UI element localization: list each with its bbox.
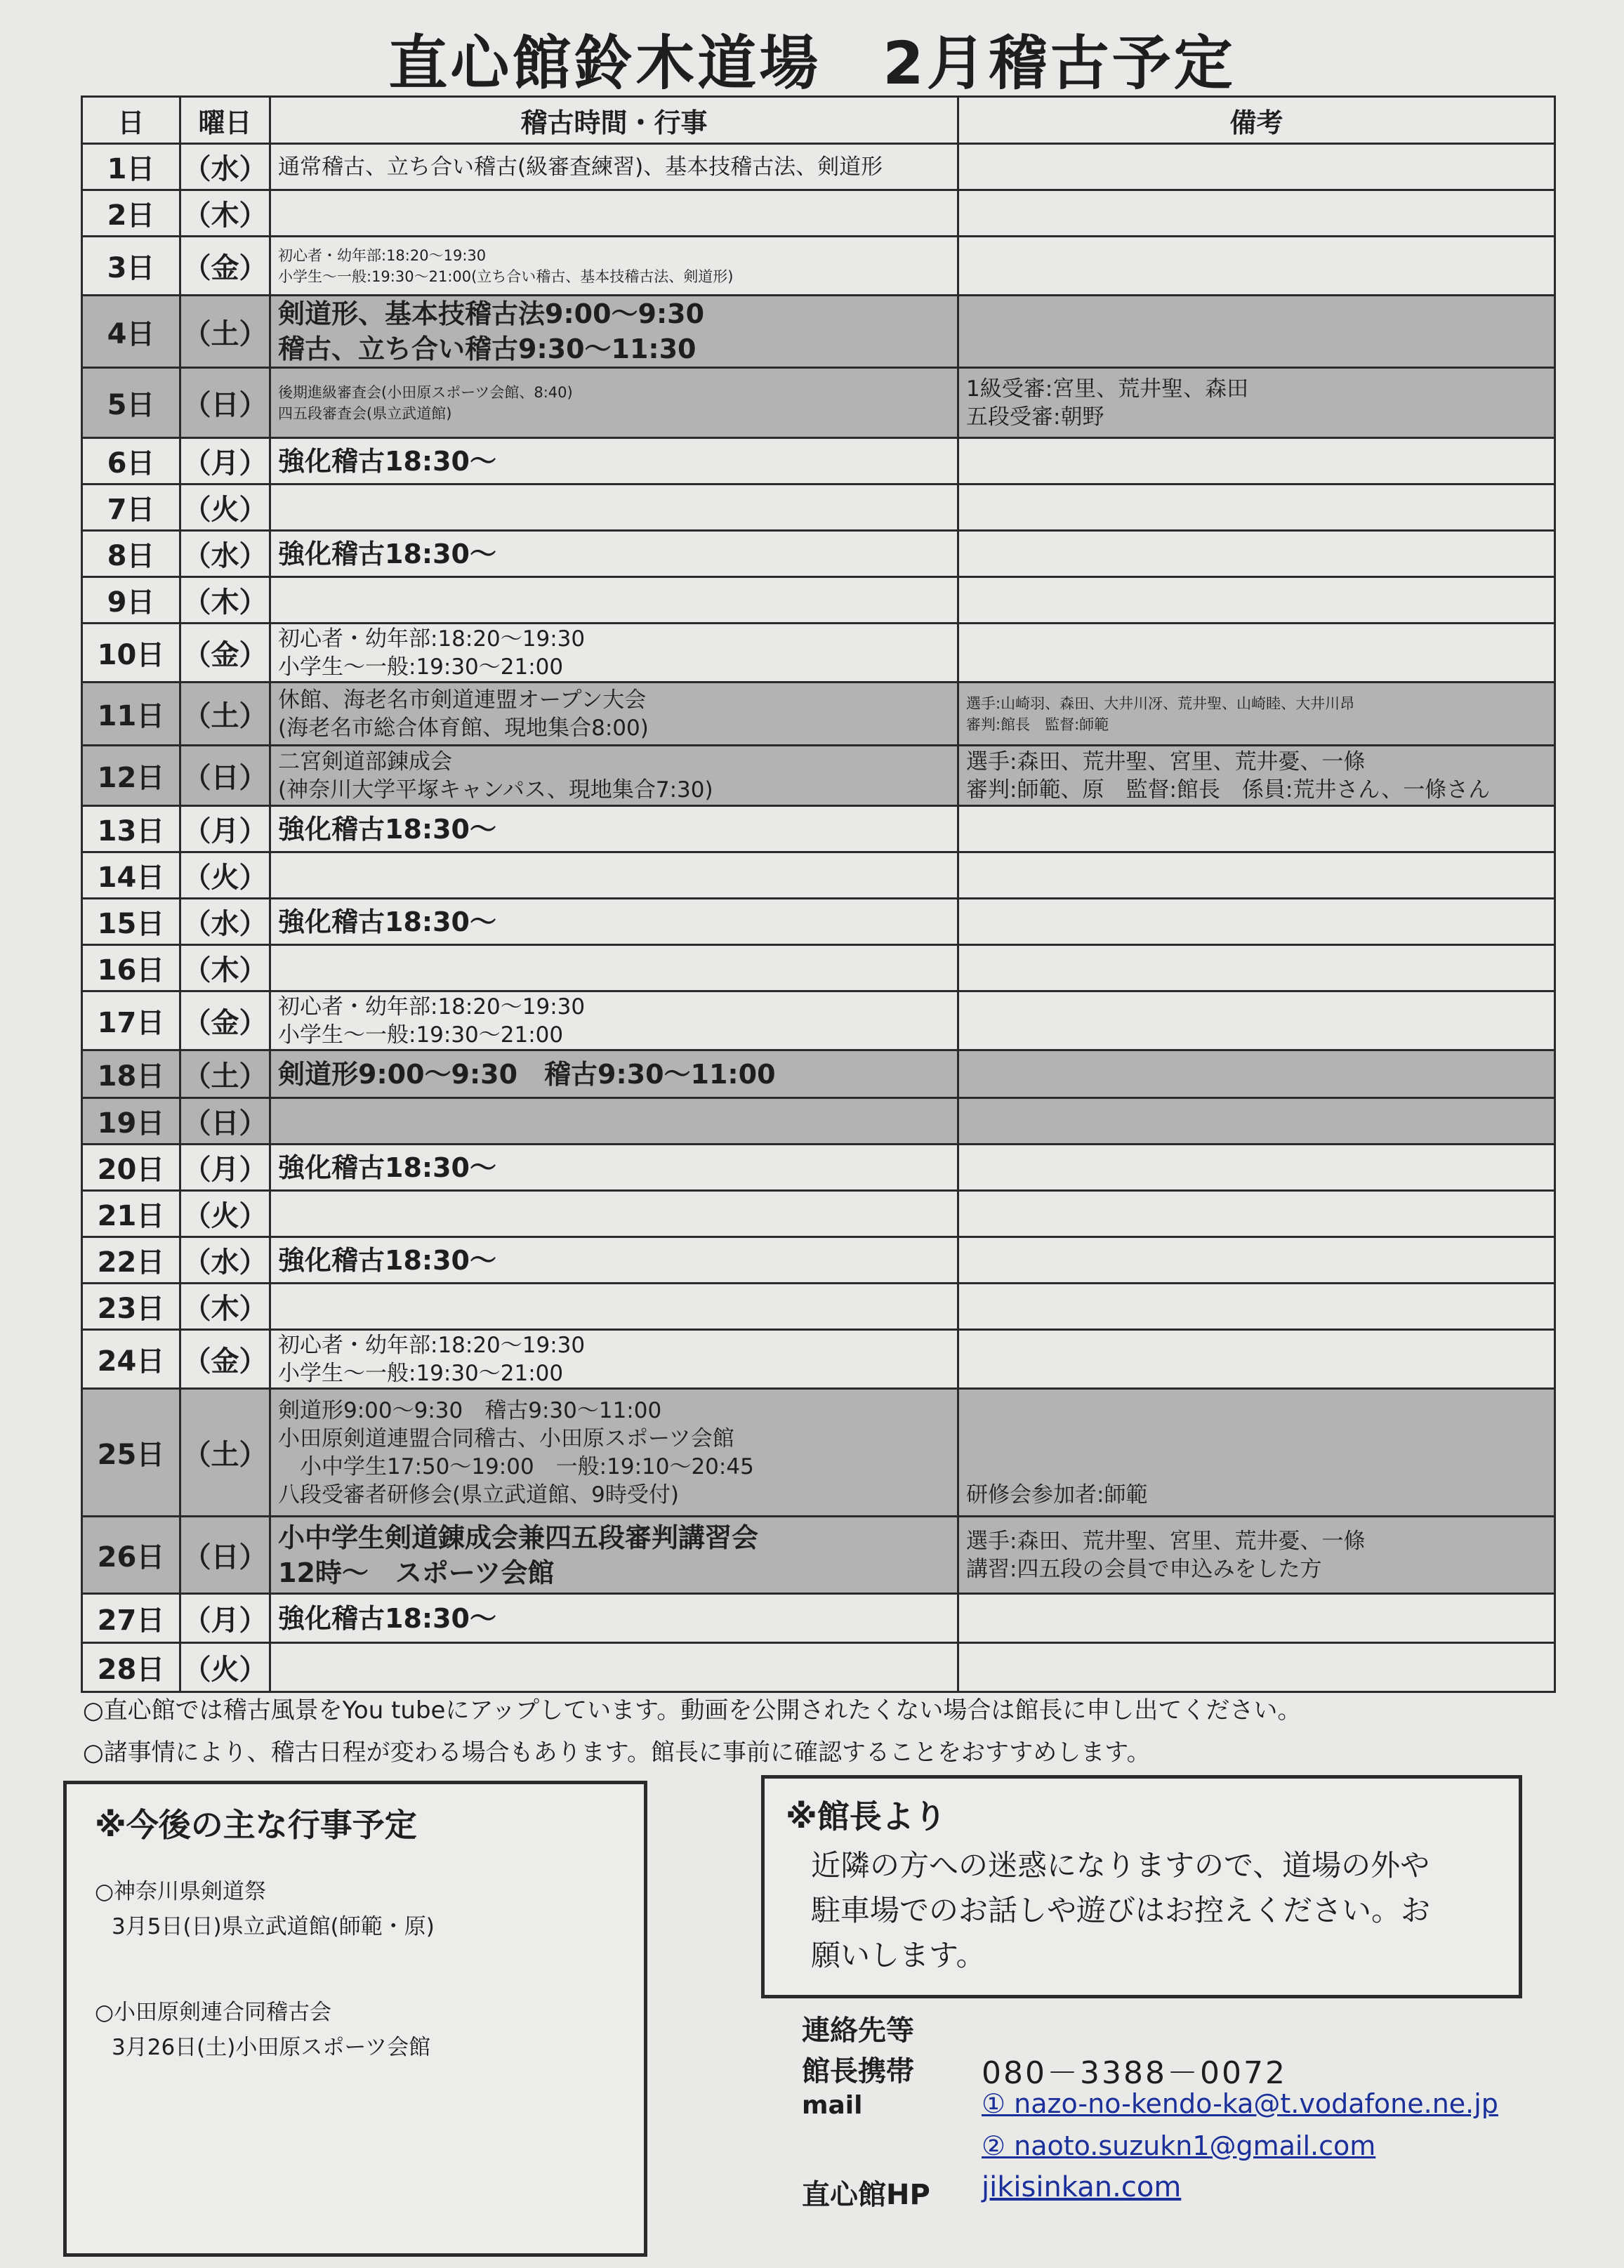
day-cell: 18日 [82,1050,180,1098]
day-cell: 26日 [82,1517,180,1594]
remarks-cell [958,577,1555,624]
weekday-cell: （金） [180,237,270,296]
schedule-cell: 強化稽古18:30～ [270,1237,958,1284]
schedule-cell [270,1284,958,1330]
remarks-cell [958,1050,1555,1098]
table-row [82,144,1555,190]
day-cell: 15日 [82,899,180,945]
remarks-cell [958,484,1555,531]
day-cell: 20日 [82,1145,180,1191]
schedule-cell: 強化稽古18:30～ [270,531,958,577]
table-row [82,746,1555,806]
note-schedule-change: ○諸事情により、稽古日程が変わる場合もあります。館長に事前に確認することをおすすめします。 [83,1739,1151,1767]
table-row [82,1145,1555,1191]
events-box-title: ※今後の主な行事予定 [95,1806,417,1844]
schedule-cell: 強化稽古18:30～ [270,1594,958,1643]
weekday-cell: （土） [180,1389,270,1517]
table-row [82,852,1555,899]
weekday-cell: （金） [180,1330,270,1389]
day-cell: 6日 [82,438,180,484]
day-cell: 9日 [82,577,180,624]
schedule-cell: 休館、海老名市剣道連盟オープン大会 (海老名市総合体育館、現地集合8:00) [270,683,958,746]
table-row [82,806,1555,852]
weekday-cell: （火） [180,1643,270,1692]
note-youtube: ○直心館では稽古風景をYou tubeにアップしています。動画を公開されたくない場合は館長に申し出てください。 [83,1696,1302,1725]
contact-heading: 連絡先等 [802,2015,914,2047]
event-name: ○小田原剣連合同稽古会 [95,2000,332,2025]
phone-number: 080－3388－0072 [982,2055,1287,2091]
mail-link-1[interactable]: ① nazo-no-kendo-ka@t.vodafone.ne.jp [982,2088,1498,2119]
table-row [82,190,1555,237]
weekday-cell: （木） [180,577,270,624]
day-cell: 10日 [82,624,180,683]
remarks-cell [958,531,1555,577]
director-box [761,1775,1522,1998]
director-message-line: 近隣の方への迷惑になりますので、道場の外や [811,1848,1430,1883]
weekday-cell: （火） [180,484,270,531]
schedule-cell: 強化稽古18:30～ [270,1145,958,1191]
table-row [82,1594,1555,1643]
weekday-cell: （金） [180,991,270,1050]
day-cell: 1日 [82,144,180,190]
remarks-cell [958,1098,1555,1145]
schedule-cell: 剣道形9:00～9:30 稽古9:30～11:00 小田原剣道連盟合同稽古、小田原スポーツ会館 小中学生17:50～19:00 一般:19:10～20:45 八段受審者研修会(県立武道館、9時受付) [270,1389,958,1517]
schedule-cell: 初心者・幼年部:18:20～19:30 小学生～一般:19:30～21:00 [270,991,958,1050]
day-cell: 5日 [82,368,180,438]
schedule-cell: 初心者・幼年部:18:20～19:30 小学生～一般:19:30～21:00 [270,624,958,683]
table-header-row [82,97,1555,144]
remarks-cell [958,852,1555,899]
schedule-cell [270,1643,958,1692]
day-cell: 3日 [82,237,180,296]
day-cell: 11日 [82,683,180,746]
table-row [82,577,1555,624]
schedule-cell: 強化稽古18:30～ [270,438,958,484]
weekday-cell: （木） [180,190,270,237]
schedule-cell [270,484,958,531]
schedule-cell: 強化稽古18:30～ [270,899,958,945]
weekday-cell: （土） [180,1050,270,1098]
remarks-cell [958,945,1555,991]
event-detail: 3月26日(土)小田原スポーツ会館 [112,2035,431,2060]
header-weekday: 曜日 [180,97,270,144]
table-row [82,1098,1555,1145]
schedule-cell [270,945,958,991]
table-row [82,484,1555,531]
schedule-cell [270,190,958,237]
day-cell: 7日 [82,484,180,531]
weekday-cell: （日） [180,368,270,438]
schedule-cell: 初心者・幼年部:18:20～19:30 小学生～一般:19:30～21:00(立ち合い稽古、基本技稽古法、剣道形) [270,237,958,296]
weekday-cell: （水） [180,531,270,577]
mail-label: mail [802,2091,863,2120]
schedule-cell: 二宮剣道部錬成会 (神奈川大学平塚キャンパス、現地集合7:30) [270,746,958,806]
table-row [82,624,1555,683]
remarks-cell [958,806,1555,852]
schedule-cell: 通常稽古、立ち合い稽古(級審査練習)、基本技稽古法、剣道形 [270,144,958,190]
day-cell: 27日 [82,1594,180,1643]
weekday-cell: （金） [180,624,270,683]
schedule-cell: 強化稽古18:30～ [270,806,958,852]
remarks-cell [958,1284,1555,1330]
header-day: 日 [82,97,180,144]
event-name: ○神奈川県剣道祭 [95,1879,267,1904]
weekday-cell: （日） [180,746,270,806]
day-cell: 2日 [82,190,180,237]
weekday-cell: （月） [180,806,270,852]
day-cell: 8日 [82,531,180,577]
weekday-cell: （日） [180,1517,270,1594]
table-row [82,945,1555,991]
remarks-cell [958,438,1555,484]
table-row [82,1237,1555,1284]
weekday-cell: （水） [180,899,270,945]
weekday-cell: （木） [180,1284,270,1330]
weekday-cell: （水） [180,1237,270,1284]
day-cell: 23日 [82,1284,180,1330]
schedule-cell: 後期進級審査会(小田原スポーツ会館、8:40) 四五段審査会(県立武道館) [270,368,958,438]
director-message-line: 駐車場でのお話しや遊びはお控えください。お [811,1893,1431,1927]
day-cell: 16日 [82,945,180,991]
day-cell: 24日 [82,1330,180,1389]
weekday-cell: （土） [180,296,270,368]
remarks-cell [958,899,1555,945]
day-cell: 4日 [82,296,180,368]
table-row [82,1050,1555,1098]
schedule-cell: 小中学生剣道錬成会兼四五段審判講習会 12時～ スポーツ会館 [270,1517,958,1594]
remarks-cell [958,1145,1555,1191]
remarks-cell [958,237,1555,296]
page-title: 直心館鈴木道場 2月稽古予定 [388,29,1236,98]
schedule-cell: 初心者・幼年部:18:20～19:30 小学生～一般:19:30～21:00 [270,1330,958,1389]
phone-label: 館長携帯 [802,2055,914,2088]
day-cell: 12日 [82,746,180,806]
mail-link-2[interactable]: ② naoto.suzukn1@gmail.com [982,2130,1376,2161]
weekday-cell: （土） [180,683,270,746]
weekday-cell: （月） [180,1594,270,1643]
day-cell: 17日 [82,991,180,1050]
day-cell: 22日 [82,1237,180,1284]
day-cell: 13日 [82,806,180,852]
remarks-cell [958,144,1555,190]
day-cell: 25日 [82,1389,180,1517]
remarks-cell [958,991,1555,1050]
remarks-cell [958,190,1555,237]
table-row [82,296,1555,368]
remarks-cell: 選手:山崎羽、森田、大井川冴、荒井聖、山崎睦、大井川昂 審判:館長 監督:師範 [958,683,1555,746]
events-box [63,1781,647,2257]
schedule-cell [270,1098,958,1145]
homepage-link[interactable]: jikisinkan.com [982,2171,1182,2203]
schedule-cell: 剣道形、基本技稽古法9:00～9:30 稽古、立ち合い稽古9:30～11:30 [270,296,958,368]
remarks-cell: 研修会参加者:師範 [958,1389,1555,1517]
weekday-cell: （水） [180,144,270,190]
director-message-line: 願いします。 [811,1938,986,1972]
table-row [82,237,1555,296]
schedule-cell [270,852,958,899]
table-row [82,1330,1555,1389]
day-cell: 14日 [82,852,180,899]
weekday-cell: （火） [180,1191,270,1237]
table-row [82,1517,1555,1594]
remarks-cell [958,1330,1555,1389]
table-row [82,438,1555,484]
day-cell: 19日 [82,1098,180,1145]
remarks-cell [958,1643,1555,1692]
schedule-cell [270,1191,958,1237]
weekday-cell: （月） [180,438,270,484]
day-cell: 28日 [82,1643,180,1692]
schedule-cell: 剣道形9:00～9:30 稽古9:30～11:00 [270,1050,958,1098]
remarks-cell [958,624,1555,683]
table-row [82,368,1555,438]
remarks-cell [958,1594,1555,1643]
table-row [82,683,1555,746]
header-remarks: 備考 [958,97,1555,144]
table-row [82,531,1555,577]
table-row [82,899,1555,945]
homepage-label: 直心館HP [802,2179,930,2211]
remarks-cell [958,296,1555,368]
event-detail: 3月5日(日)県立武道館(師範・原) [112,1914,435,1939]
remarks-cell: 選手:森田、荒井聖、宮里、荒井憂、一條 審判:師範、原 監督:館長 係員:荒井さん、一條さん [958,746,1555,806]
weekday-cell: （火） [180,852,270,899]
director-box-title: ※館長より [786,1798,946,1835]
director-message [811,1843,1430,1978]
table-row [82,1389,1555,1517]
remarks-cell [958,1237,1555,1284]
event-item [95,1874,435,1944]
day-cell: 21日 [82,1191,180,1237]
table-row [82,1643,1555,1692]
remarks-cell: 選手:森田、荒井聖、宮里、荒井憂、一條 講習:四五段の会員で申込みをした方 [958,1517,1555,1594]
schedule-table [81,95,1556,1693]
remarks-cell [958,1191,1555,1237]
header-schedule: 稽古時間・行事 [270,97,958,144]
event-item [95,1995,430,2065]
table-row [82,1191,1555,1237]
weekday-cell: （月） [180,1145,270,1191]
schedule-cell [270,577,958,624]
weekday-cell: （日） [180,1098,270,1145]
table-row [82,1284,1555,1330]
remarks-cell: 1級受審:宮里、荒井聖、森田 五段受審:朝野 [958,368,1555,438]
weekday-cell: （木） [180,945,270,991]
table-row [82,991,1555,1050]
